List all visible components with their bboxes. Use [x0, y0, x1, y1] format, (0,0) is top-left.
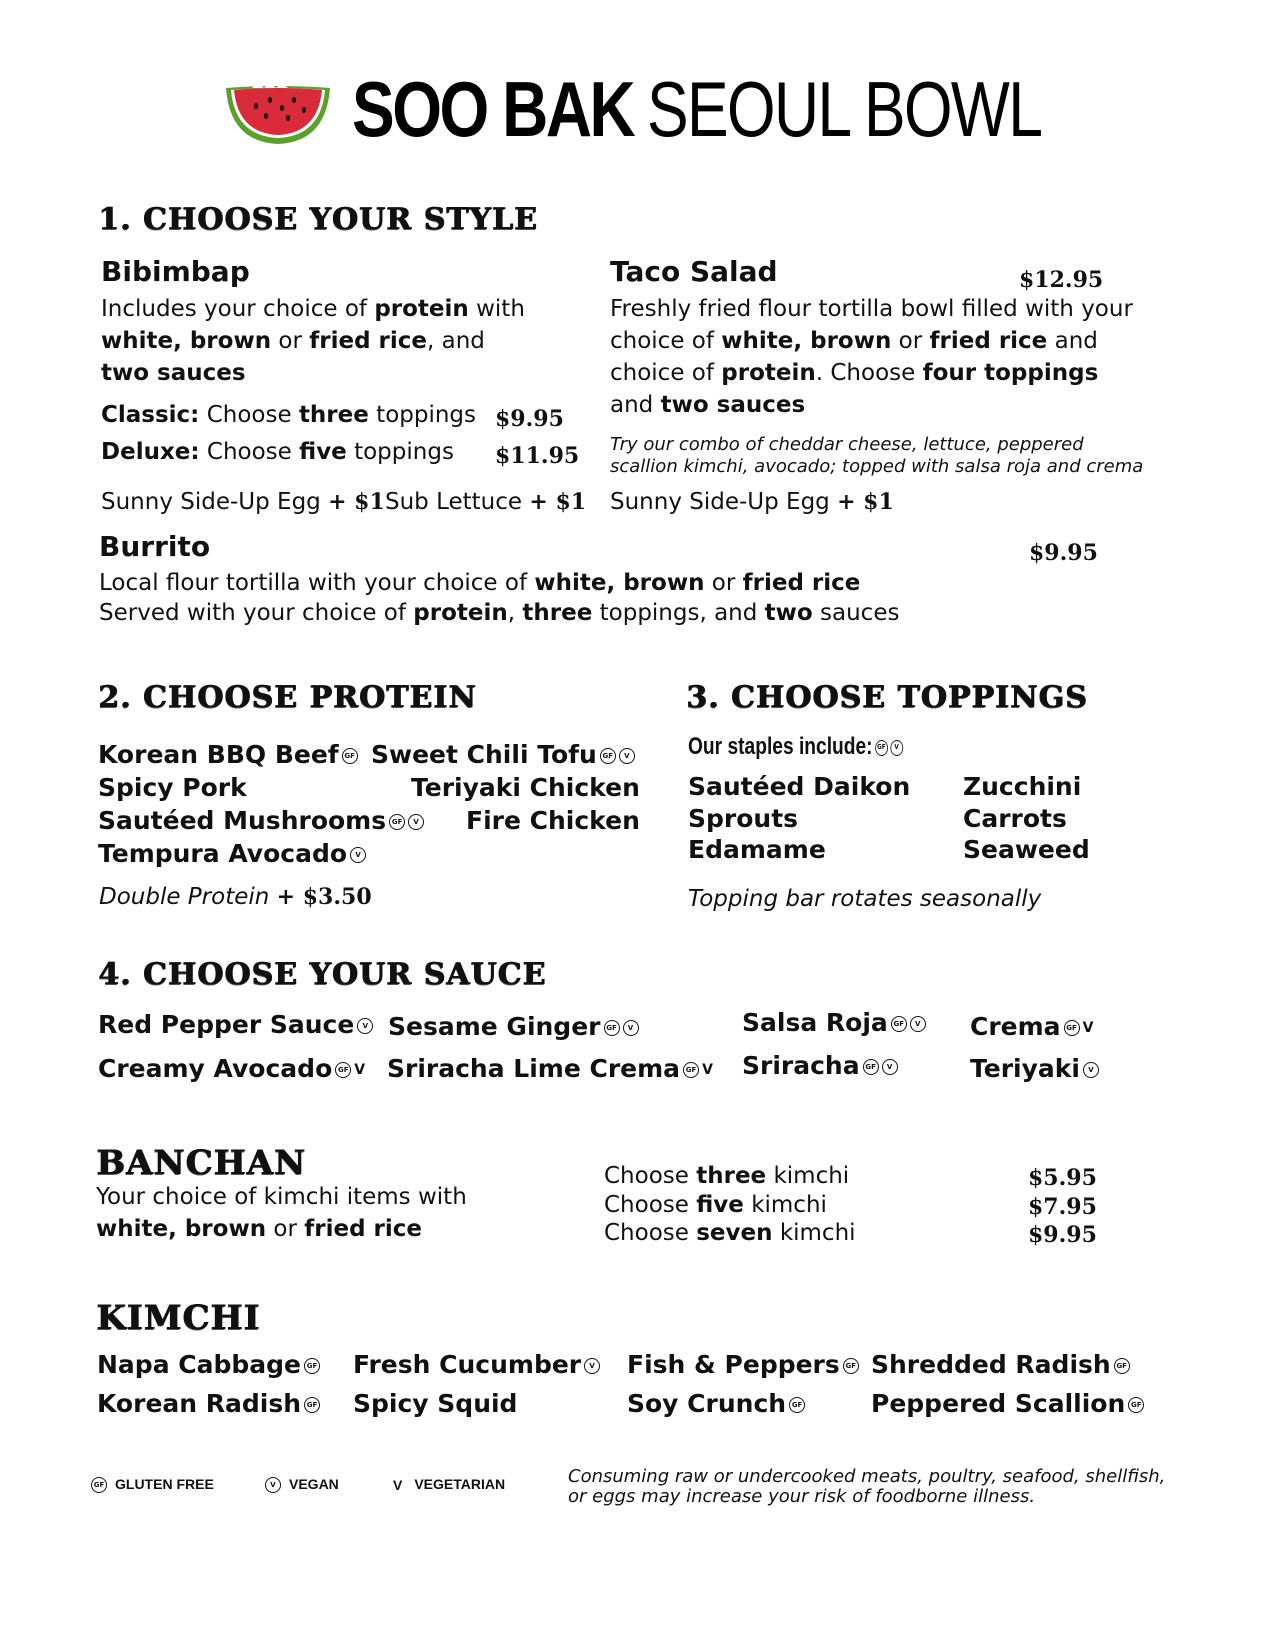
taco-salad-egg-addon: Sunny Side-Up Egg + $1 — [610, 489, 894, 515]
kimchi-peppered-scallion: Peppered Scallion GF — [871, 1389, 1144, 1418]
vegan-icon: V — [623, 1020, 639, 1036]
gluten-free-icon: GF — [891, 1016, 907, 1032]
gluten-free-icon: GF — [342, 748, 358, 764]
topping-zucchini: Zucchini — [963, 772, 1082, 801]
topping-edamame: Edamame — [688, 835, 826, 864]
section-heading-style: 1. CHOOSE YOUR STYLE — [98, 202, 538, 237]
vegan-icon: V — [357, 1018, 373, 1034]
bibimbap-title: Bibimbap — [101, 255, 250, 288]
gluten-free-icon: GF — [789, 1397, 805, 1413]
banchan-option-three: Choose three kimchi — [604, 1163, 850, 1189]
gluten-free-icon: GF — [604, 1020, 620, 1036]
gluten-free-icon: GF — [843, 1358, 859, 1374]
gluten-free-icon: GF — [1064, 1020, 1080, 1036]
kimchi-napa-cabbage: Napa Cabbage GF — [97, 1350, 320, 1379]
watermelon-logo-icon — [222, 80, 334, 148]
gluten-free-icon: GF — [335, 1062, 351, 1078]
banchan-option-seven: Choose seven kimchi — [604, 1220, 856, 1246]
taco-salad-price: $12.95 — [1019, 267, 1104, 293]
gluten-free-icon: GF — [1114, 1358, 1130, 1374]
protein-item-sweet-chili-tofu: Sweet Chili Tofu GF V — [371, 740, 635, 769]
bibimbap-classic-price: $9.95 — [495, 406, 564, 432]
sauce-sesame-ginger: Sesame Ginger GF V — [388, 1012, 639, 1041]
vegan-icon: V — [1083, 1062, 1099, 1078]
kimchi-fish-peppers: Fish & Peppers GF — [627, 1350, 859, 1379]
gluten-free-icon: GF — [91, 1477, 107, 1493]
taco-salad-combo-note: Try our combo of cheddar cheese, lettuce, peppered scallion kimchi, avocado; topped with salsa roja and crema — [610, 434, 1144, 477]
brand-name-bold: SOO BAK — [352, 65, 634, 153]
vegan-icon: V — [890, 740, 903, 756]
vegan-icon: V — [350, 847, 366, 863]
vegan-icon: V — [882, 1059, 898, 1075]
bibimbap-classic-option: Classic: Choose three toppings — [101, 402, 477, 428]
staples-label: Our staples include: GF V — [688, 733, 903, 761]
burrito-price: $9.95 — [1029, 540, 1098, 566]
gluten-free-icon: GF — [600, 748, 616, 764]
section-heading-banchan: BANCHAN — [96, 1143, 306, 1183]
bibimbap-description: Includes your choice of protein with white, brown or fried rice, and two sauces — [101, 296, 525, 386]
gluten-free-icon: GF — [875, 740, 888, 756]
gluten-free-icon: GF — [389, 814, 405, 830]
gluten-free-icon: GF — [863, 1059, 879, 1075]
legend-gluten-free: GF GLUTEN FREE — [88, 1476, 214, 1493]
topping-sprouts: Sprouts — [688, 804, 799, 833]
kimchi-shredded-radish: Shredded Radish GF — [871, 1350, 1130, 1379]
bibimbap-egg-addon: Sunny Side-Up Egg + $1 — [101, 489, 385, 515]
vegan-icon: V — [584, 1358, 600, 1374]
vegetarian-icon: V — [702, 1062, 713, 1078]
kimchi-korean-radish: Korean Radish GF — [97, 1389, 320, 1418]
protein-item-sauteed-mushrooms: Sautéed Mushrooms GF V — [98, 806, 424, 835]
sauce-teriyaki: Teriyaki V — [970, 1054, 1099, 1083]
sauce-red-pepper: Red Pepper Sauce V — [98, 1010, 373, 1039]
brand-name-light: SEOUL BOWL — [647, 65, 1042, 153]
topping-seaweed: Seaweed — [963, 835, 1090, 864]
kimchi-fresh-cucumber: Fresh Cucumber V — [353, 1350, 600, 1379]
section-heading-sauce: 4. CHOOSE YOUR SAUCE — [98, 957, 547, 992]
gluten-free-icon: GF — [1128, 1397, 1144, 1413]
taco-salad-description: Freshly fried flour tortilla bowl filled with your choice of white, brown or fried rice and choice of protein. Choose four toppings and two sauces — [610, 296, 1133, 418]
gluten-free-icon: GF — [304, 1358, 320, 1374]
gluten-free-icon: GF — [304, 1397, 320, 1413]
foodborne-illness-disclaimer: Consuming raw or undercooked meats, poultry, seafood, shellfish, or eggs may increase your risk of foodborne illness. — [568, 1466, 1166, 1507]
bibimbap-deluxe-price: $11.95 — [495, 443, 580, 469]
sauce-creamy-avocado: Creamy Avocado GF V — [98, 1054, 366, 1083]
banchan-price-five: $7.95 — [1028, 1194, 1097, 1220]
kimchi-spicy-squid: Spicy Squid — [353, 1389, 518, 1418]
banchan-price-three: $5.95 — [1028, 1165, 1097, 1191]
banchan-price-seven: $9.95 — [1028, 1222, 1097, 1248]
section-heading-kimchi: KIMCHI — [96, 1298, 261, 1338]
sauce-crema: Crema GF V — [970, 1012, 1094, 1041]
legend-vegan: V VEGAN — [262, 1476, 339, 1493]
protein-item-teriyaki-chicken: Teriyaki Chicken — [411, 773, 640, 802]
protein-item-fire-chicken: Fire Chicken — [466, 806, 640, 835]
toppings-rotation-note: Topping bar rotates seasonally — [688, 886, 1042, 912]
topping-sauteed-daikon: Sautéed Daikon — [688, 772, 911, 801]
sauce-sriracha: Sriracha GF V — [742, 1051, 898, 1080]
vegan-icon: V — [408, 814, 424, 830]
legend-vegetarian: V VEGETARIAN — [393, 1476, 506, 1494]
bibimbap-deluxe-option: Deluxe: Choose five toppings — [101, 439, 454, 465]
gluten-free-icon: GF — [683, 1062, 699, 1078]
bibimbap-lettuce-addon: Sub Lettuce + $1 — [385, 489, 587, 515]
section-heading-toppings: 3. CHOOSE TOPPINGS — [686, 680, 1088, 715]
burrito-title: Burrito — [99, 530, 211, 563]
section-heading-protein: 2. CHOOSE PROTEIN — [98, 680, 477, 715]
double-protein-addon: Double Protein + $3.50 — [99, 884, 372, 910]
kimchi-soy-crunch: Soy Crunch GF — [627, 1389, 805, 1418]
vegetarian-icon: V — [393, 1477, 403, 1494]
banchan-description: Your choice of kimchi items with white, brown or fried rice — [96, 1184, 467, 1242]
vegetarian-icon: V — [1082, 1020, 1094, 1036]
vegetarian-icon: V — [354, 1062, 366, 1078]
protein-item-tempura-avocado: Tempura Avocado V — [98, 839, 366, 868]
topping-carrots: Carrots — [963, 804, 1067, 833]
vegan-icon: V — [910, 1016, 926, 1032]
vegan-icon: V — [265, 1477, 281, 1493]
taco-salad-title: Taco Salad — [610, 255, 778, 288]
sauce-salsa-roja: Salsa Roja GF V — [742, 1008, 926, 1037]
protein-item-korean-bbq-beef: Korean BBQ Beef GF — [98, 740, 358, 769]
burrito-description: Local flour tortilla with your choice of white, brown or fried rice Served with your choice of protein, three toppings, and two sauces — [99, 570, 900, 626]
protein-item-spicy-pork: Spicy Pork — [98, 773, 247, 802]
sauce-sriracha-lime-crema: Sriracha Lime Crema GF V — [387, 1054, 713, 1083]
vegan-icon: V — [619, 748, 635, 764]
banchan-option-five: Choose five kimchi — [604, 1192, 827, 1218]
